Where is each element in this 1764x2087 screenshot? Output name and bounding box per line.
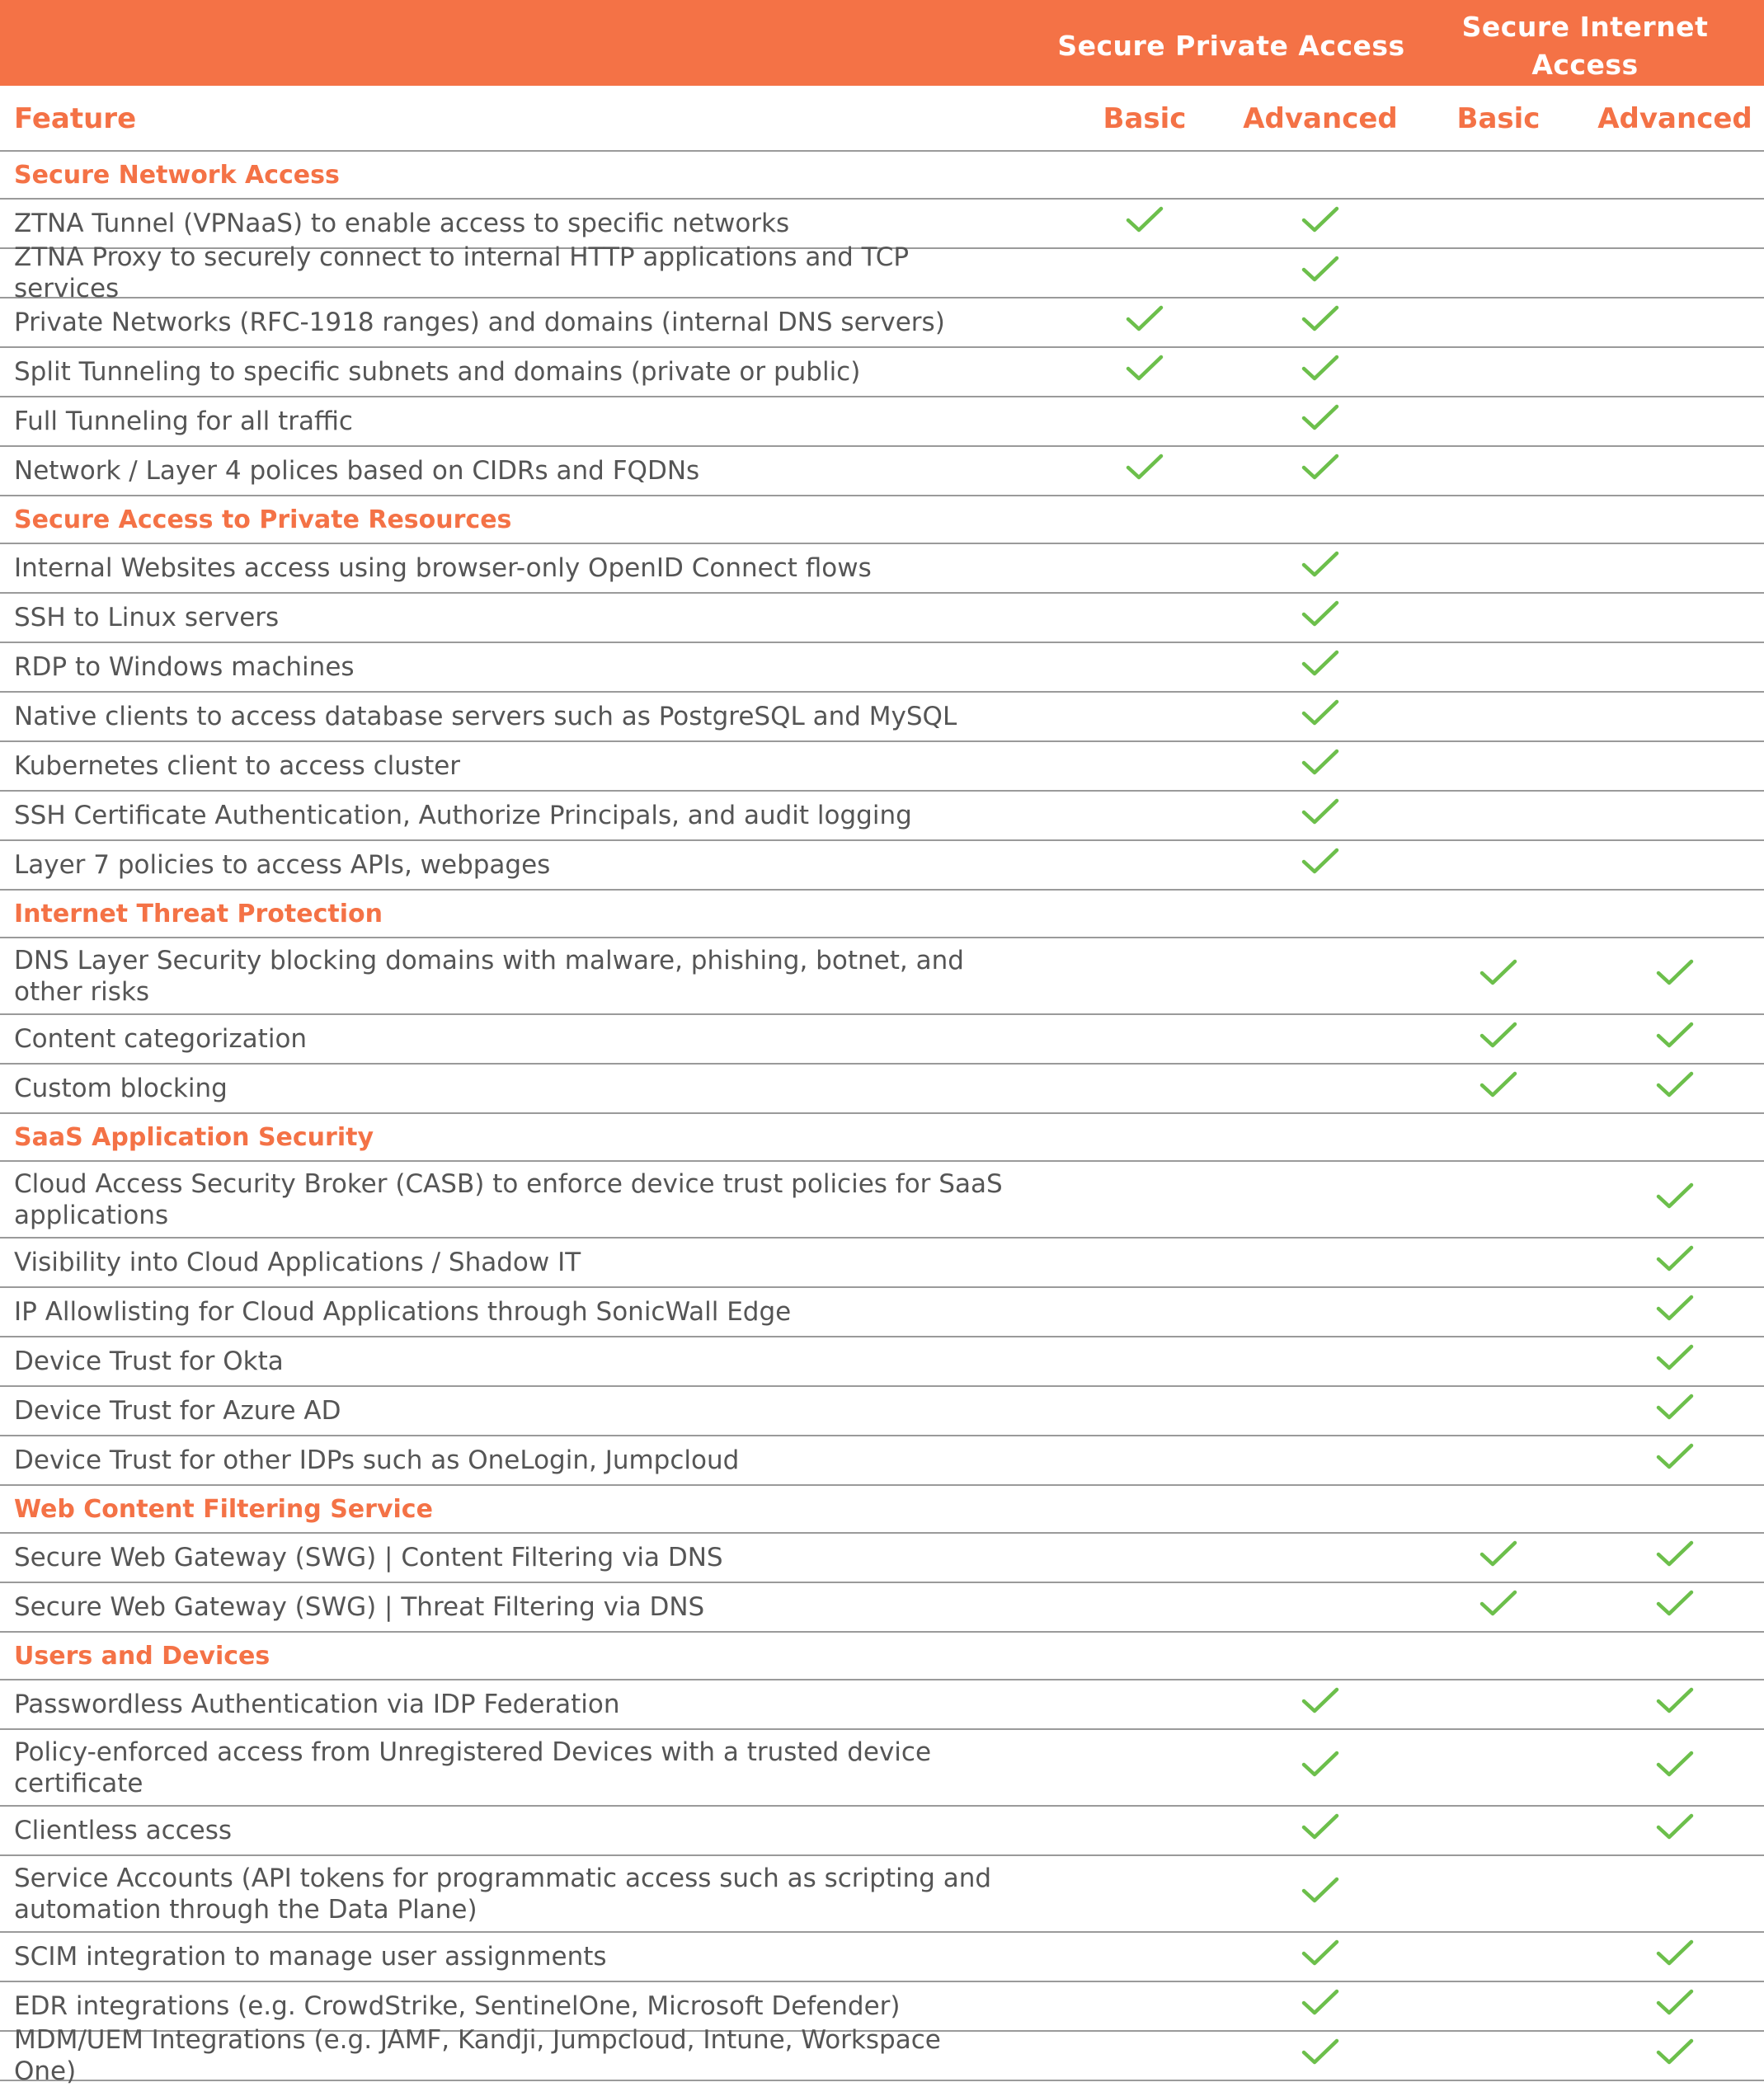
check-icon <box>1230 403 1411 436</box>
feature-label: Service Accounts (API tokens for programmatic access such as scripting and automation through the Data Plane) <box>14 1863 992 1925</box>
check-icon <box>1230 1988 1411 2021</box>
check-icon <box>1230 1686 1411 1719</box>
check-icon <box>1584 1070 1764 1103</box>
check-icon <box>1584 1343 1764 1376</box>
check-icon <box>1584 1393 1764 1426</box>
column-header-feature: Feature <box>14 102 137 135</box>
feature-label: Network / Layer 4 polices based on CIDRs and FQDNs <box>14 456 700 486</box>
check-icon <box>1230 255 1411 288</box>
feature-label: SCIM integration to manage user assignments <box>14 1942 607 1972</box>
feature-label: Policy-enforced access from Unregistered Devices with a trusted device certificate <box>14 1737 932 1798</box>
check-icon <box>1408 1539 1589 1572</box>
check-icon <box>1054 304 1235 337</box>
section-title: Web Content Filtering Service <box>14 1495 433 1524</box>
feature-table <box>0 152 1764 2086</box>
feature-label: EDR integrations (e.g. CrowdStrike, SentinelOne, Microsoft Defender) <box>14 1991 901 2021</box>
check-icon <box>1408 1589 1589 1622</box>
check-icon <box>1230 797 1411 830</box>
table-row <box>0 938 1764 1015</box>
check-icon <box>1408 1070 1589 1103</box>
table-row <box>0 1933 1764 1982</box>
section-row <box>0 1633 1764 1680</box>
table-row <box>0 1730 1764 1807</box>
column-header-spa-basic: Basic <box>1103 102 1187 135</box>
feature-label: Kubernetes client to access cluster <box>14 751 461 781</box>
check-icon <box>1584 1294 1764 1327</box>
check-icon <box>1230 205 1411 238</box>
table-row <box>0 1288 1764 1337</box>
group-header-secure-internet-access: Secure Internet Access <box>1461 11 1709 81</box>
table-row <box>0 447 1764 496</box>
table-row <box>0 1436 1764 1486</box>
feature-label: Clientless access <box>14 1816 233 1845</box>
check-icon <box>1230 599 1411 632</box>
column-header-row <box>0 86 1764 152</box>
check-icon <box>1584 1021 1764 1054</box>
table-row <box>0 1680 1764 1730</box>
column-header-sia-advanced: Advanced <box>1597 102 1752 135</box>
feature-label: Passwordless Authentication via IDP Federation <box>14 1690 620 1719</box>
section-row <box>0 496 1764 544</box>
feature-label: Private Networks (RFC-1918 ranges) and domains (internal DNS servers) <box>14 308 945 337</box>
feature-label: Native clients to access database servers such as PostgreSQL and MySQL <box>14 702 957 731</box>
feature-label: Internal Websites access using browser-only OpenID Connect flows <box>14 553 872 583</box>
table-row <box>0 1534 1764 1583</box>
table-row <box>0 1387 1764 1436</box>
check-icon <box>1230 1876 1411 1909</box>
feature-label: Split Tunneling to specific subnets and domains (private or public) <box>14 357 861 387</box>
feature-label: IP Allowlisting for Cloud Applications through SonicWall Edge <box>14 1297 792 1327</box>
feature-label: Secure Web Gateway (SWG) | Threat Filtering via DNS <box>14 1592 705 1622</box>
check-icon <box>1230 698 1411 731</box>
table-row <box>0 1162 1764 1239</box>
check-icon <box>1230 1812 1411 1845</box>
check-icon <box>1230 748 1411 781</box>
feature-label: Device Trust for Azure AD <box>14 1396 341 1426</box>
feature-label: Custom blocking <box>14 1074 228 1103</box>
column-header-sia-basic: Basic <box>1456 102 1541 135</box>
section-title: Internet Threat Protection <box>14 900 383 928</box>
check-icon <box>1408 958 1589 991</box>
check-icon <box>1584 1939 1764 1972</box>
section-row <box>0 152 1764 200</box>
table-row <box>0 693 1764 742</box>
section-title: Secure Network Access <box>14 161 340 190</box>
feature-label: Full Tunneling for all traffic <box>14 407 353 436</box>
section-title: Secure Access to Private Resources <box>14 505 512 534</box>
table-row <box>0 594 1764 643</box>
check-icon <box>1230 1939 1411 1972</box>
check-icon <box>1584 958 1764 991</box>
column-header-spa-advanced: Advanced <box>1243 102 1398 135</box>
check-icon <box>1584 1182 1764 1215</box>
check-icon <box>1230 2038 1411 2071</box>
table-row <box>0 841 1764 891</box>
check-icon <box>1230 649 1411 682</box>
section-row <box>0 1114 1764 1162</box>
feature-label: Content categorization <box>14 1024 308 1054</box>
feature-label: Cloud Access Security Broker (CASB) to enforce device trust policies for SaaS applications <box>14 1168 1003 1230</box>
check-icon <box>1584 1686 1764 1719</box>
table-row <box>0 1065 1764 1114</box>
section-title: Users and Devices <box>14 1642 270 1671</box>
feature-label: MDM/UEM Integrations (e.g. JAMF, Kandji, Jumpcloud, Intune, Workspace One) <box>14 2025 941 2086</box>
section-title: SaaS Application Security <box>14 1123 374 1152</box>
feature-label: RDP to Windows machines <box>14 652 355 682</box>
table-row <box>0 397 1764 447</box>
feature-label: Device Trust for Okta <box>14 1347 284 1376</box>
feature-label: ZTNA Proxy to securely connect to internal HTTP applications and TCP services <box>14 242 910 303</box>
table-row <box>0 792 1764 841</box>
feature-label: Visibility into Cloud Applications / Shadow IT <box>14 1248 581 1277</box>
table-row <box>0 1856 1764 1933</box>
feature-label: Device Trust for other IDPs such as OneLogin, Jumpcloud <box>14 1445 740 1475</box>
check-icon <box>1584 1589 1764 1622</box>
check-icon <box>1054 205 1235 238</box>
table-row <box>0 242 1764 303</box>
feature-label: SSH to Linux servers <box>14 603 280 632</box>
section-row <box>0 1486 1764 1534</box>
table-row <box>0 1583 1764 1633</box>
table-row <box>0 544 1764 594</box>
check-icon <box>1054 453 1235 486</box>
feature-label: Layer 7 policies to access APIs, webpages <box>14 850 551 880</box>
check-icon <box>1584 1539 1764 1572</box>
check-icon <box>1584 2038 1764 2071</box>
check-icon <box>1584 1244 1764 1277</box>
table-row <box>0 1807 1764 1856</box>
table-row <box>0 1239 1764 1288</box>
check-icon <box>1584 1442 1764 1475</box>
check-icon <box>1584 1812 1764 1845</box>
check-icon <box>1230 847 1411 880</box>
feature-label: SSH Certificate Authentication, Authorize Principals, and audit logging <box>14 801 912 830</box>
table-row <box>0 1337 1764 1387</box>
section-row <box>0 891 1764 938</box>
group-header-secure-private-access: Secure Private Access <box>1057 30 1405 62</box>
feature-label: Secure Web Gateway (SWG) | Content Filtering via DNS <box>14 1543 723 1572</box>
table-row <box>0 348 1764 397</box>
table-row <box>0 2025 1764 2086</box>
check-icon <box>1584 1988 1764 2021</box>
feature-label: DNS Layer Security blocking domains with malware, phishing, botnet, and other risks <box>14 945 964 1007</box>
check-icon <box>1230 550 1411 583</box>
feature-label: ZTNA Tunnel (VPNaaS) to enable access to specific networks <box>14 209 790 238</box>
table-row <box>0 643 1764 693</box>
table-row <box>0 742 1764 792</box>
check-icon <box>1584 1750 1764 1783</box>
check-icon <box>1230 1750 1411 1783</box>
check-icon <box>1230 453 1411 486</box>
table-row <box>0 298 1764 348</box>
check-icon <box>1230 304 1411 337</box>
check-icon <box>1054 354 1235 387</box>
check-icon <box>1408 1021 1589 1054</box>
check-icon <box>1230 354 1411 387</box>
table-row <box>0 1015 1764 1065</box>
